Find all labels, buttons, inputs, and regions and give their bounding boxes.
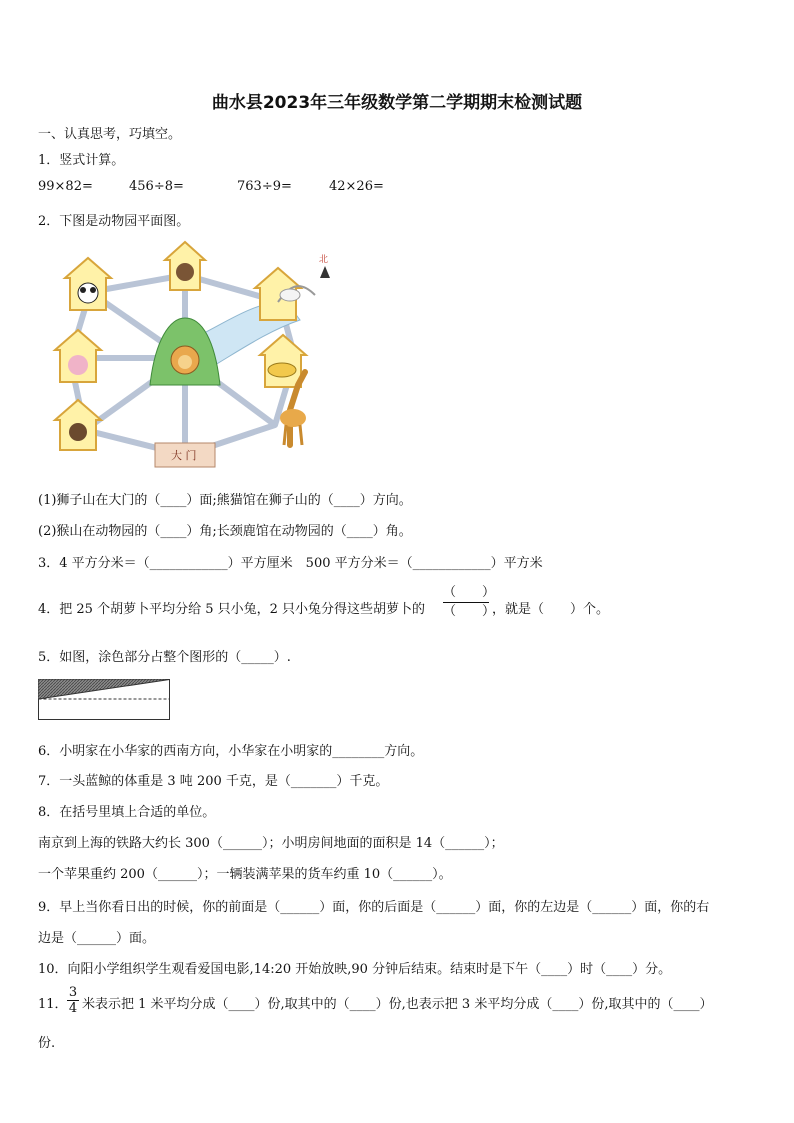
question-11-line2: 份. <box>38 1036 56 1051</box>
question-11-fraction <box>67 985 79 1016</box>
gate-label: 大 门 <box>171 449 197 462</box>
question-5: 5．如图，涂色部分占整个图形的（_____）. <box>38 650 291 665</box>
question-7: 7．一头蓝鲸的体重是 3 吨 200 千克，是（_______）千克。 <box>38 774 389 789</box>
question-2-sub2: (2)猴山在动物园的（____）角;长颈鹿馆在动物园的（____）角。 <box>38 524 412 539</box>
calc-item: 763÷9= <box>237 179 292 194</box>
zoo-map <box>50 240 340 472</box>
calc-item: 456÷8= <box>129 179 184 194</box>
question-11-text: 米表示把 1 米平均分成（____）份,取其中的（____）份,也表示把 3 米平均分成（____）份,取其中的（____） <box>82 997 713 1012</box>
fraction-denominator: 4 <box>68 1001 78 1016</box>
question-10: 10．向阳小学组织学生观看爱国电影,14:20 开始放映,90 分钟后结束。结束时是下午（____）时（____）分。 <box>38 962 672 977</box>
question-9-line1: 9．早上当你看日出的时候，你的前面是（______）面，你的后面是（______）面，你的左边是（______）面，你的右 <box>38 900 710 915</box>
question-11-prefix: 11． <box>38 997 68 1012</box>
question-8-label: 8．在括号里填上合适的单位。 <box>38 805 216 820</box>
fraction-numerator: 3 <box>68 985 78 1000</box>
question-4-after: ，就是（ ）个。 <box>492 602 610 617</box>
fraction-denominator: （ ） <box>443 604 496 619</box>
question-4-fraction <box>443 584 496 621</box>
section-heading: 一、认真思考，巧填空。 <box>38 127 182 142</box>
north-label: 北 <box>319 255 329 265</box>
question-2-sub1: (1)狮子山在大门的（____）面;熊猫馆在狮子山的（____）方向。 <box>38 493 412 508</box>
question-8-line2: 一个苹果重约 200（______）；一辆装满苹果的货车约重 10（______）。 <box>38 867 452 882</box>
question-4-text: 4．把 25 个胡萝卜平均分给 5 只小兔，2 只小兔分得这些胡萝卜的 <box>38 602 426 617</box>
calc-item: 99×82= <box>38 179 93 194</box>
question-9-line2: 边是（______）面。 <box>38 931 156 946</box>
question-6: 6．小明家在小华家的西南方向，小华家在小明家的________方向。 <box>38 744 424 759</box>
fraction-numerator: （ ） <box>443 584 489 603</box>
shaded-figure <box>38 679 171 721</box>
page-title: 曲水县2023年三年级数学第二学期期末检测试题 <box>211 93 583 113</box>
question-8-line1: 南京到上海的铁路大约长 300（______）；小明房间地面的面积是 14（______）； <box>38 836 504 851</box>
question-2-label: 2．下图是动物园平面图。 <box>38 214 190 229</box>
question-1-label: 1．竖式计算。 <box>38 153 125 168</box>
calc-item: 42×26= <box>329 179 384 194</box>
question-3: 3．4 平方分米＝（____________）平方厘米 500 平方分米＝（____________）平方米 <box>38 556 543 571</box>
